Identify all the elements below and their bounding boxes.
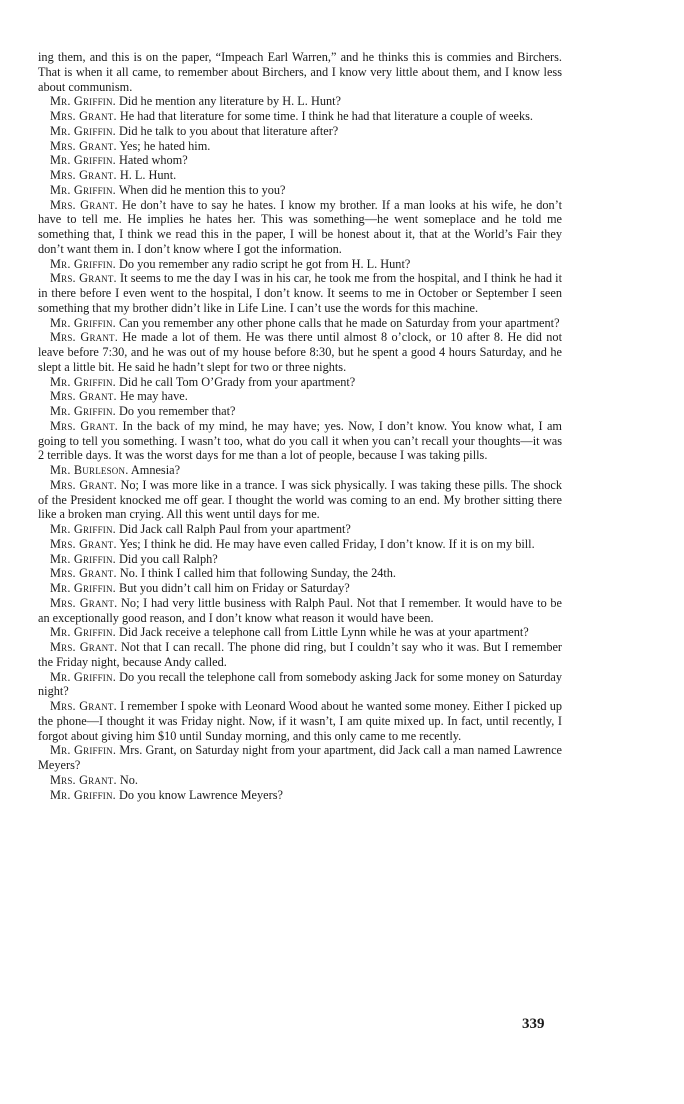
paragraph-28 [38, 699, 562, 743]
speaker-label: Mr. Griffin. [50, 153, 116, 168]
paragraph-17 [38, 463, 562, 478]
paragraph-text: Do you remember that? [119, 404, 236, 418]
speaker-label: Mr. Griffin. [50, 551, 116, 566]
paragraph-4 [38, 139, 562, 154]
paragraph-24 [38, 596, 562, 626]
paragraph-text: Do you know Lawrence Meyers? [119, 787, 283, 802]
paragraph-13 [38, 375, 562, 390]
paragraph-text: But you didn’t call him on Friday or Saturday? [119, 581, 350, 595]
speaker-label: Mrs. Grant. [50, 536, 117, 551]
speaker-label: Mrs. Grant. [50, 477, 118, 492]
paragraph-text: He may have. [119, 389, 188, 404]
paragraph-text: Do you recall the telephone call from somebody asking Jack for some money on Saturday night? [38, 669, 563, 699]
paragraph-1 [38, 94, 562, 109]
paragraph-6 [38, 168, 562, 183]
paragraph-text: Do you remember any radio script he got from H. L. Hunt? [119, 256, 411, 271]
paragraph-22 [38, 566, 562, 581]
speaker-label: Mr. Griffin. [50, 522, 116, 536]
paragraph-text: I remember I spoke with Leonard Wood about he wanted some money. Either I picked up the phone—I thought it was Friday night. Now, if it wasn’t, I am quite mixed up. In fact, until recently, I forgot about giving him $10 until Sunday morning, and this only came to me recently. [38, 699, 563, 743]
paragraph-text: Did Jack call Ralph Paul from your apartment? [119, 522, 351, 536]
paragraph-text: When did he mention this to you? [118, 182, 286, 197]
speaker-label: Mr. Griffin. [50, 743, 117, 758]
paragraph-18 [38, 478, 562, 522]
speaker-label: Mr. Griffin. [50, 256, 116, 271]
paragraph-21 [38, 552, 562, 567]
paragraph-2 [38, 109, 562, 124]
paragraph-text: Did he talk to you about that literature after? [119, 123, 339, 138]
speaker-label: Mrs. Grant. [50, 595, 118, 610]
paragraph-text: No. I think I called him that following Sunday, the 24th. [119, 566, 397, 581]
speaker-label: Mr. Griffin. [50, 182, 116, 197]
speaker-label: Mr. Griffin. [50, 94, 116, 109]
paragraph-text: Yes; I think he did. He may have even called Friday, I don’t know. If it is on my bill. [119, 536, 535, 551]
paragraph-text: ing them, and this is on the paper, “Impeach Earl Warren,” and he thinks this is commies and Birchers. That is when it all came, to remember about Birchers, and I know very little about them, and I know less about communism. [38, 50, 562, 94]
paragraph-text: He made a lot of them. He was there until almost 8 o’clock, or 10 after 8. He did not leave before 7:30, and he was out of my house before 8:30, but he spent a good 4 hours Saturday, and he slept a little bit. He said he hadn’t slept for two or three nights. [38, 330, 562, 374]
speaker-label: Mrs. Grant. [50, 389, 117, 404]
paragraph-10 [38, 271, 562, 315]
paragraph-11 [38, 316, 562, 331]
paragraph-31 [38, 788, 562, 803]
paragraph-29 [38, 743, 562, 773]
speaker-label: Mr. Griffin. [50, 404, 116, 418]
speaker-label: Mrs. Grant. [50, 640, 118, 654]
paragraph-9 [38, 257, 562, 272]
speaker-label: Mrs. Grant. [50, 197, 118, 212]
paragraph-12 [38, 330, 562, 374]
speaker-label: Mr. Griffin. [50, 581, 116, 595]
paragraph-text: Not that I can recall. The phone did ring, but I couldn’t say who it was. But I remember the Friday night, because Andy called. [38, 640, 563, 669]
speaker-label: Mrs. Grant. [50, 271, 117, 286]
paragraph-text: Did he call Tom O’Grady from your apartment? [119, 374, 356, 389]
paragraph-text: It seems to me the day I was in his car, he took me from the hospital, and I think he had it in there before I even went to the hospital, I don’t know. It seems to me in October or September I seen something that my brother didn’t like in Life Line. I can’t use the words for this machine. [38, 271, 563, 315]
paragraph-3 [38, 124, 562, 139]
paragraph-25 [38, 625, 562, 640]
paragraph-text: Can you remember any other phone calls that he made on Saturday from your apartment? [119, 315, 560, 330]
paragraph-0 [38, 50, 562, 94]
paragraph-7 [38, 183, 562, 198]
speaker-label: Mrs. Grant. [50, 772, 117, 787]
paragraph-text: He had that literature for some time. I think he had that literature a couple of weeks. [119, 109, 533, 123]
speaker-label: Mrs. Grant. [50, 109, 117, 123]
paragraph-text: No. [119, 772, 138, 787]
paragraph-27 [38, 670, 562, 700]
paragraph-text: Mrs. Grant, on Saturday night from your apartment, did Jack call a man named Lawrence Meyers? [38, 743, 562, 772]
paragraph-8 [38, 198, 562, 257]
speaker-label: Mr. Griffin. [50, 123, 116, 138]
speaker-label: Mr. Burleson. [50, 463, 129, 477]
speaker-label: Mr. Griffin. [50, 625, 116, 640]
paragraph-5 [38, 153, 562, 168]
paragraph-text: No; I had very little business with Ralph Paul. Not that I remember. It would have to be an exceptionally good reason, and I don’t know what reason it would have been. [38, 595, 562, 625]
paragraph-16 [38, 419, 562, 463]
transcript-page [38, 50, 562, 802]
paragraph-19 [38, 522, 562, 537]
speaker-label: Mrs. Grant. [50, 699, 117, 713]
paragraph-23 [38, 581, 562, 596]
paragraph-text: Did you call Ralph? [119, 551, 218, 566]
paragraph-text: Yes; he hated him. [119, 138, 211, 153]
paragraph-15 [38, 404, 562, 419]
speaker-label: Mrs. Grant. [50, 138, 117, 153]
paragraph-text: Amnesia? [130, 463, 181, 477]
paragraph-text: In the back of my mind, he may have; yes. Now, I don’t know. You know what, I am going to tell you something. I wasn’t too, what do you call it when you can’t recall your thoughts—it was 2 terrible days. It was the worst days for me than a lot of people, because I was taking pills. [38, 418, 562, 463]
paragraph-text: He don’t have to say he hates. I know my brother. If a man looks at his wife, he don’t have to tell me. He implies he hates her. This was something—he went someplace and he told me something that, I think we read this in the paper, I will be honest about it, that at the World’s Fair they don’t want them in. I don’t know where I got the information. [38, 197, 562, 256]
speaker-label: Mr. Griffin. [50, 374, 116, 389]
paragraph-text: H. L. Hunt. [119, 168, 177, 182]
speaker-label: Mr. Griffin. [50, 669, 116, 684]
paragraph-text: Hated whom? [119, 153, 188, 168]
paragraph-14 [38, 389, 562, 404]
paragraph-text: Did he mention any literature by H. L. Hunt? [119, 94, 341, 109]
paragraph-text: Did Jack receive a telephone call from Little Lynn while he was at your apartment? [119, 625, 529, 640]
paragraph-26 [38, 640, 562, 670]
speaker-label: Mrs. Grant. [50, 330, 119, 345]
speaker-label: Mrs. Grant. [50, 566, 117, 581]
paragraph-text: No; I was more like in a trance. I was sick physically. I was taking these pills. The shock of the President knocked me off gear. I thought the world was coming to an end. My brother sitting there like a broken man crying. All this went until days for me. [38, 477, 563, 522]
page-number: 339 [522, 1016, 545, 1032]
speaker-label: Mrs. Grant. [50, 418, 119, 433]
paragraph-30 [38, 773, 562, 788]
speaker-label: Mr. Griffin. [50, 315, 116, 330]
speaker-label: Mr. Griffin. [50, 787, 116, 802]
speaker-label: Mrs. Grant. [50, 168, 117, 182]
paragraph-20 [38, 537, 562, 552]
